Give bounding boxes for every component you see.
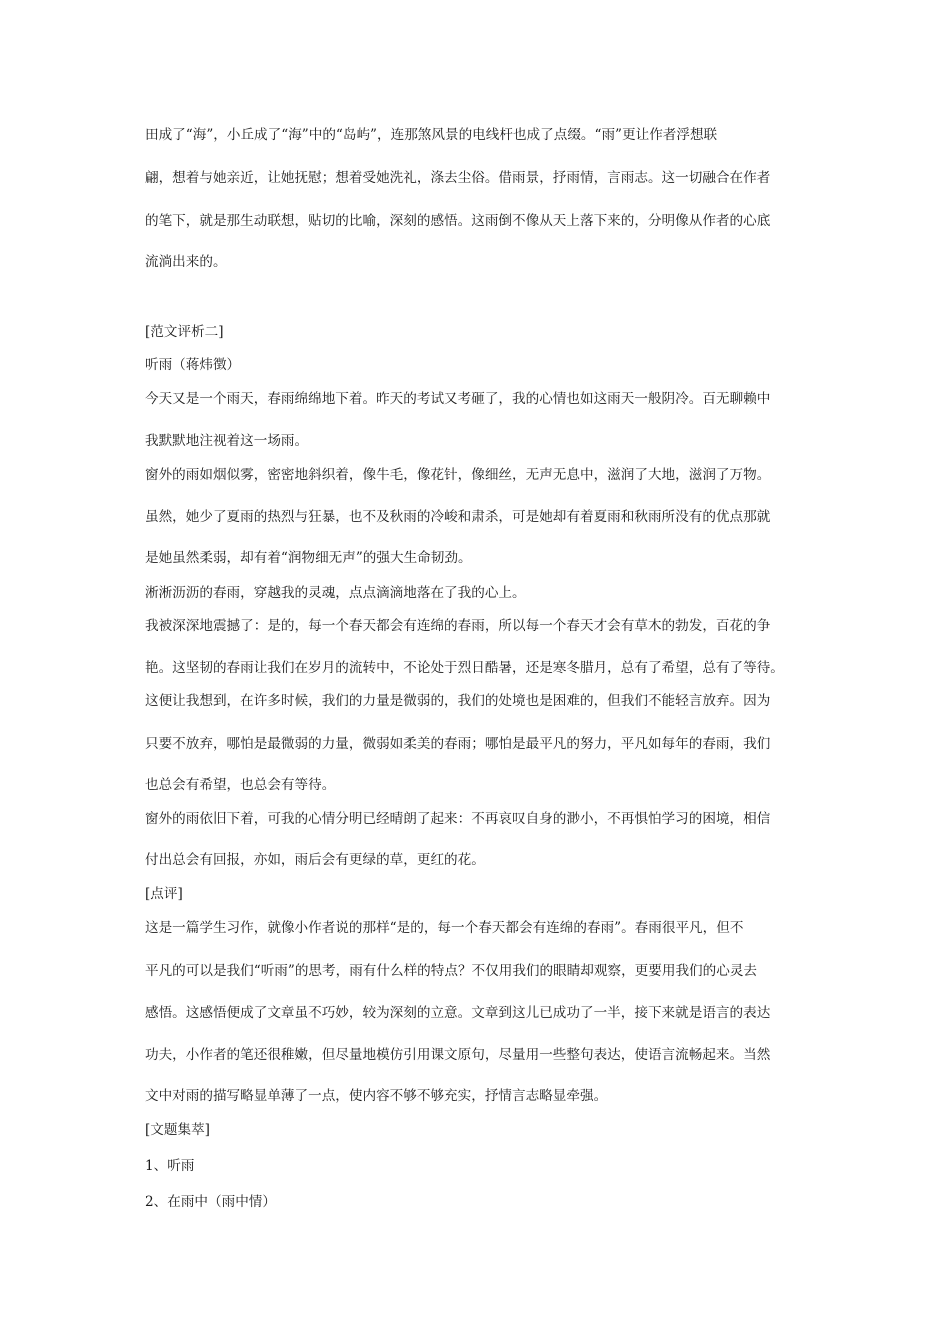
text-line: 的笔下，就是那生动联想，贴切的比喻，深刻的感悟。这雨倒不像从天上落下来的，分明像从作者的心底: [145, 213, 771, 229]
text-line: 翩，想着与她亲近，让她抚慰；想着受她洗礼，涤去尘俗。借雨景，抒雨情，言雨志。这一切融合在作者: [145, 170, 771, 186]
text-line: 这便让我想到，在许多时候，我们的力量是微弱的，我们的处境也是困难的，但我们不能轻言放弃。因为: [145, 693, 771, 709]
section-heading: [文题集萃]: [145, 1122, 210, 1138]
text-line: 艳。这坚韧的春雨让我们在岁月的流转中，不论处于烈日酷暑，还是寒冬腊月，总有了希望，总有了等待。: [145, 660, 784, 676]
text-line: 流淌出来的。: [145, 254, 227, 270]
essay-title: 听雨（蒋炜徴）: [145, 357, 241, 373]
section-heading: [范文评析二]: [145, 324, 224, 340]
list-item: 2、在雨中（雨中情）: [145, 1194, 276, 1210]
text-line: 付出总会有回报，亦如，雨后会有更绿的草，更红的花。: [145, 852, 485, 868]
text-line: 只要不放弃，哪怕是最微弱的力量，微弱如柔美的春雨；哪怕是最平凡的努力，平凡如每年的春雨，我们: [145, 736, 771, 752]
text-line: 今天又是一个雨天，春雨绵绵地下着。昨天的考试又考砸了，我的心情也如这雨天一般阴冷。百无聊赖中: [145, 391, 771, 407]
text-line: 我被深深地震撼了：是的，每一个春天都会有连绵的春雨，所以每一个春天才会有草木的勃发，百花的争: [145, 618, 771, 634]
text-line: 田成了“海”，小丘成了“海”中的“岛屿”，连那煞风景的电线杆也成了点缀。“雨”更让作者浮想联: [145, 127, 718, 143]
text-line: 是她虽然柔弱，却有着“润物细无声”的强大生命韧劲。: [145, 550, 472, 566]
text-line: 这是一篇学生习作，就像小作者说的那样“是的，每一个春天都会有连绵的春雨”。春雨很平凡，但不: [145, 920, 744, 936]
text-line: 窗外的雨如烟似雾，密密地斜织着，像牛毛，像花针，像细丝，无声无息中，滋润了大地，滋润了万物。: [145, 467, 771, 483]
text-line: 我默默地注视着这一场雨。: [145, 433, 309, 449]
text-line: 虽然，她少了夏雨的热烈与狂暴，也不及秋雨的冷峻和肃杀，可是她却有着夏雨和秋雨所没有的优点那就: [145, 509, 771, 525]
text-line: 功夫，小作者的笔还很稚嫩，但尽量地模仿引用课文原句，尽量用一些整句表达，使语言流畅起来。当然: [145, 1047, 771, 1063]
text-line: 平凡的可以是我们“听雨”的思考，雨有什么样的特点？不仅用我们的眼睛却观察，更要用我们的心灵去: [145, 963, 758, 979]
text-line: 感悟。这感悟便成了文章虽不巧妙，较为深刻的立意。文章到这儿已成功了一半，接下来就是语言的表达: [145, 1005, 771, 1021]
text-line: 也总会有希望，也总会有等待。: [145, 777, 336, 793]
section-heading: [点评]: [145, 886, 183, 902]
list-item: 1、听雨: [145, 1158, 195, 1174]
text-line: 淅淅沥沥的春雨，穿越我的灵魂，点点滴滴地落在了我的心上。: [145, 585, 526, 601]
text-line: 文中对雨的描写略显单薄了一点，使内容不够不够充实，抒情言志略显牵强。: [145, 1088, 608, 1104]
text-line: 窗外的雨依旧下着，可我的心情分明已经晴朗了起来：不再哀叹自身的渺小，不再惧怕学习的困境，相信: [145, 811, 771, 827]
